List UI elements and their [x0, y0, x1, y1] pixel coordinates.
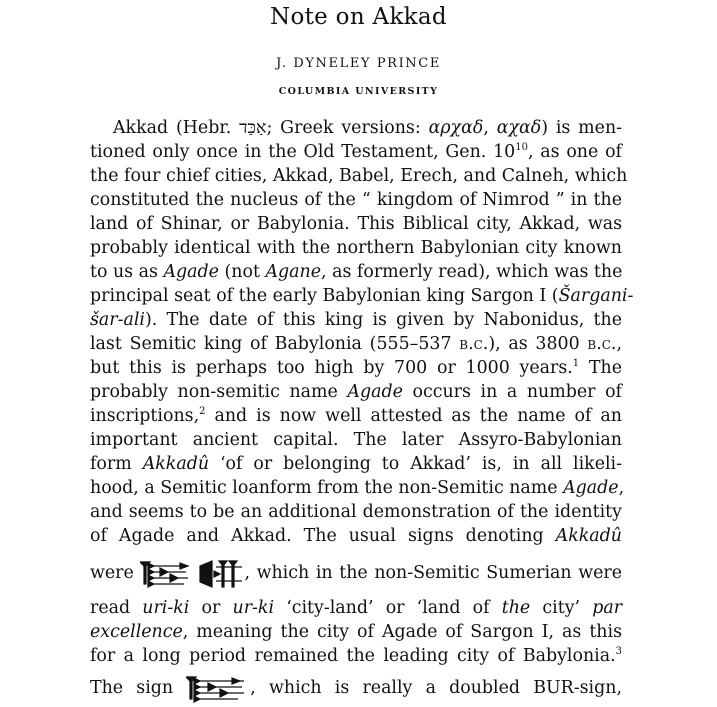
text-line-5: land of Shinar, or Babylonia. This Biblical city, Akkad, was	[90, 214, 622, 234]
footnote-ref: 2	[199, 406, 206, 418]
text-line-8: principal seat of the early Babylonian king Sargon I (Šargani-	[90, 286, 634, 306]
footnote-ref: 3	[615, 646, 622, 658]
footnote-ref: 1	[572, 358, 580, 370]
text-line-10: last Semitic king of Babylonia (555–537 b.c.), as 3800 b.c.,	[90, 334, 622, 354]
text-line-7: to us as Agade (not Agane, as formerly read), which was the	[90, 262, 623, 282]
cuneiform-sign-icon	[140, 557, 244, 591]
greek-word: αχαδ	[496, 118, 542, 138]
text-line-11: but this is perhaps too high by 700 or 1000 years.$^1$ The	[90, 358, 622, 378]
text-line-20: read uri-ki or ur-ki ‘city-land’ or ‘land of the city’ par	[90, 598, 623, 618]
text-line-9: šar-ali). The date of this king is given by Nabonidus, the	[90, 310, 622, 330]
author-name: J. DYNELEY PRINCE	[276, 56, 441, 71]
text-line-4: constituted the nucleus of the “ kingdom of Nimrod ” in the	[90, 190, 622, 210]
author-affiliation: COLUMBIA UNIVERSITY	[278, 86, 439, 97]
text-line-22: for a long period remained the leading city of Babylonia.$^3$	[90, 646, 622, 666]
text-line-23: The sign , which is really a doubled BUR-sign,	[90, 672, 622, 704]
text-line-21: excellence, meaning the city of Agade of Sargon I, as this	[90, 622, 622, 642]
text-line-16: hood, a Semitic loanform from the non-Semitic name Agade,	[90, 478, 625, 498]
text-line-3: the four chief cities, Akkad, Babel, Erech, and Calneh, which	[90, 166, 628, 186]
text-line-6: probably identical with the northern Babylonian city known	[90, 238, 622, 258]
text-line-12: probably non-semitic name Agade occurs in a number of	[90, 382, 622, 402]
text-line-14: important ancient capital. The later Assyro-Babylonian	[90, 430, 622, 450]
page-title: Note on Akkad	[270, 4, 447, 30]
text-line-15: form Akkadû ‘of or belonging to Akkad’ is, in all likeli-	[90, 454, 622, 474]
text-line-17: and seems to be an additional demonstration of the identity	[90, 502, 622, 522]
footnote-ref: 10	[515, 142, 528, 154]
text-line-1: Akkad (Hebr. אַכַּד; Greek versions: αρχαδ, αχαδ) is men-	[113, 118, 623, 138]
hebrew-word: אַכַּד	[239, 118, 267, 138]
text-line-2: tioned only once in the Old Testament, Gen. $10^{10}$, as one of	[90, 142, 622, 162]
text-line-19: were , which in the non-Semitic Sumerian were	[90, 556, 622, 590]
text-line-18: of Agade and Akkad. The usual signs denoting Akkadû	[90, 526, 622, 546]
cuneiform-sign-icon	[186, 674, 250, 704]
text-line-13: inscriptions,$^2$ and is now well attested as the name of an	[90, 406, 622, 426]
greek-word: αρχαδ	[428, 118, 484, 138]
